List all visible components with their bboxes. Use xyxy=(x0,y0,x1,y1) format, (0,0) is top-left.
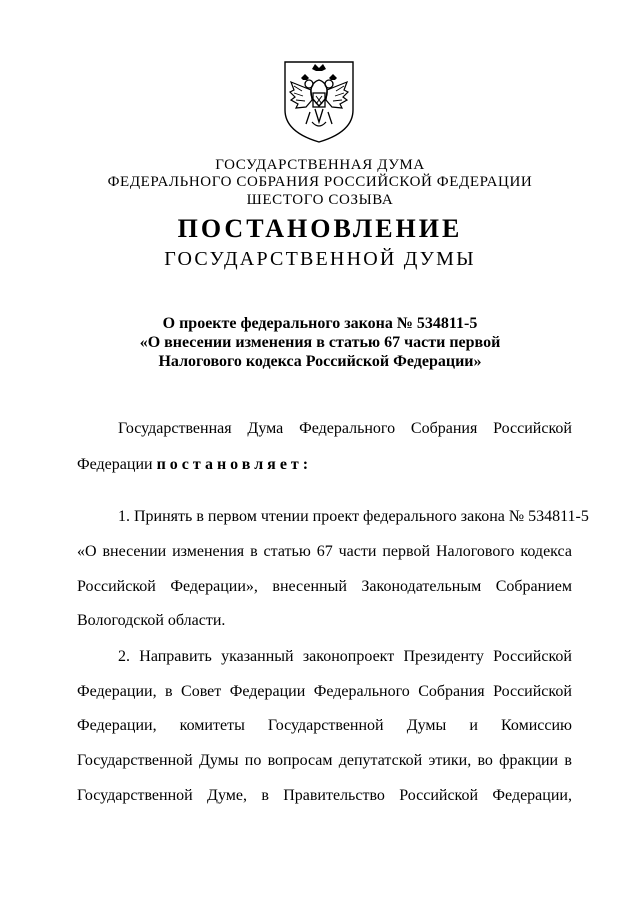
subject-line-1: О проекте федерального закона № 534811-5 xyxy=(162,315,478,332)
word: Налогового xyxy=(435,543,515,560)
word: Комиссию xyxy=(501,717,572,734)
item1-line-1: 1. Принять в первом чтении проект федерального закона № 534811-5 xyxy=(118,508,589,525)
item1-line-3 xyxy=(77,579,572,595)
word: Российской xyxy=(77,578,156,595)
word: внесенный xyxy=(272,578,347,595)
word: указанный xyxy=(221,648,294,665)
word: Государственная xyxy=(118,420,232,437)
word: кодекса xyxy=(520,543,572,560)
word: и xyxy=(469,717,478,734)
word: внесении xyxy=(102,543,167,560)
word: Дума xyxy=(247,420,284,437)
word: в xyxy=(564,752,572,769)
item2-line-4 xyxy=(77,753,572,769)
item2-line-5 xyxy=(77,788,572,804)
word: Федерации, xyxy=(77,717,157,734)
word: Собрания xyxy=(418,683,485,700)
word: первой xyxy=(382,543,431,560)
document-subtitle: ГОСУДАРСТВЕННОЙ ДУМЫ xyxy=(164,248,476,270)
preamble-line-1 xyxy=(118,421,572,437)
word: Государственной xyxy=(77,752,193,769)
word: Федерации, xyxy=(492,787,572,804)
item2-line-1 xyxy=(118,649,572,665)
word: Направить xyxy=(139,648,212,665)
preamble-keyword: постановляет: xyxy=(156,456,313,473)
word: «О xyxy=(77,543,97,560)
word: статью xyxy=(263,543,311,560)
word: законопроект xyxy=(302,648,395,665)
word: фракции xyxy=(499,752,559,769)
word: вопросам xyxy=(267,752,333,769)
item2-line-3 xyxy=(77,718,572,734)
header-line-3: ШЕСТОГО СОЗЫВА xyxy=(246,192,394,208)
word: во xyxy=(477,752,493,769)
word: 2. xyxy=(118,648,130,665)
word: в xyxy=(261,787,269,804)
word: в xyxy=(250,543,258,560)
word: комитеты xyxy=(179,717,245,734)
word: Российской xyxy=(493,648,572,665)
word: этики, xyxy=(428,752,472,769)
header-line-1: ГОСУДАРСТВЕННАЯ ДУМА xyxy=(215,157,425,173)
word: Государственной xyxy=(267,717,384,734)
word: по xyxy=(244,752,262,769)
word: Совет xyxy=(181,683,222,700)
word: Федерации», xyxy=(170,578,258,595)
word: 67 xyxy=(316,543,333,560)
item2-line-2 xyxy=(77,684,572,700)
word: Думы xyxy=(406,717,447,734)
word: Российской xyxy=(493,420,572,437)
word: Собранием xyxy=(495,578,572,595)
word: Собрания xyxy=(410,420,478,437)
subject-line-2: «О внесении изменения в статью 67 части первой xyxy=(139,334,501,351)
word: в xyxy=(165,683,173,700)
word: изменения xyxy=(172,543,245,560)
item1-line-4: Вологодской области. xyxy=(77,612,226,629)
word: Федерации xyxy=(229,683,306,700)
word: Думы xyxy=(198,752,239,769)
word: Государственной xyxy=(77,787,193,804)
word: Президенту xyxy=(403,648,484,665)
preamble-line-2 xyxy=(77,457,572,473)
word: Российской xyxy=(399,787,479,804)
word: Федерального xyxy=(313,683,410,700)
word: Правительство xyxy=(283,787,385,804)
item1-line-2 xyxy=(77,544,572,560)
word: Федерального xyxy=(299,420,396,437)
subject-line-3: Налогового кодекса Российской Федерации» xyxy=(158,353,482,370)
word: депутатской xyxy=(338,752,423,769)
word: Думе, xyxy=(207,787,247,804)
coat-of-arms-icon xyxy=(282,60,356,144)
preamble-start: Федерации xyxy=(77,456,153,473)
document-title: ПОСТАНОВЛЕНИЕ xyxy=(177,214,463,243)
word: части xyxy=(338,543,377,560)
word: Федерации, xyxy=(77,683,157,700)
word: Законодательным xyxy=(361,578,482,595)
header-line-2: ФЕДЕРАЛЬНОГО СОБРАНИЯ РОССИЙСКОЙ ФЕДЕРАЦИИ xyxy=(107,174,533,190)
word: Российской xyxy=(493,683,572,700)
